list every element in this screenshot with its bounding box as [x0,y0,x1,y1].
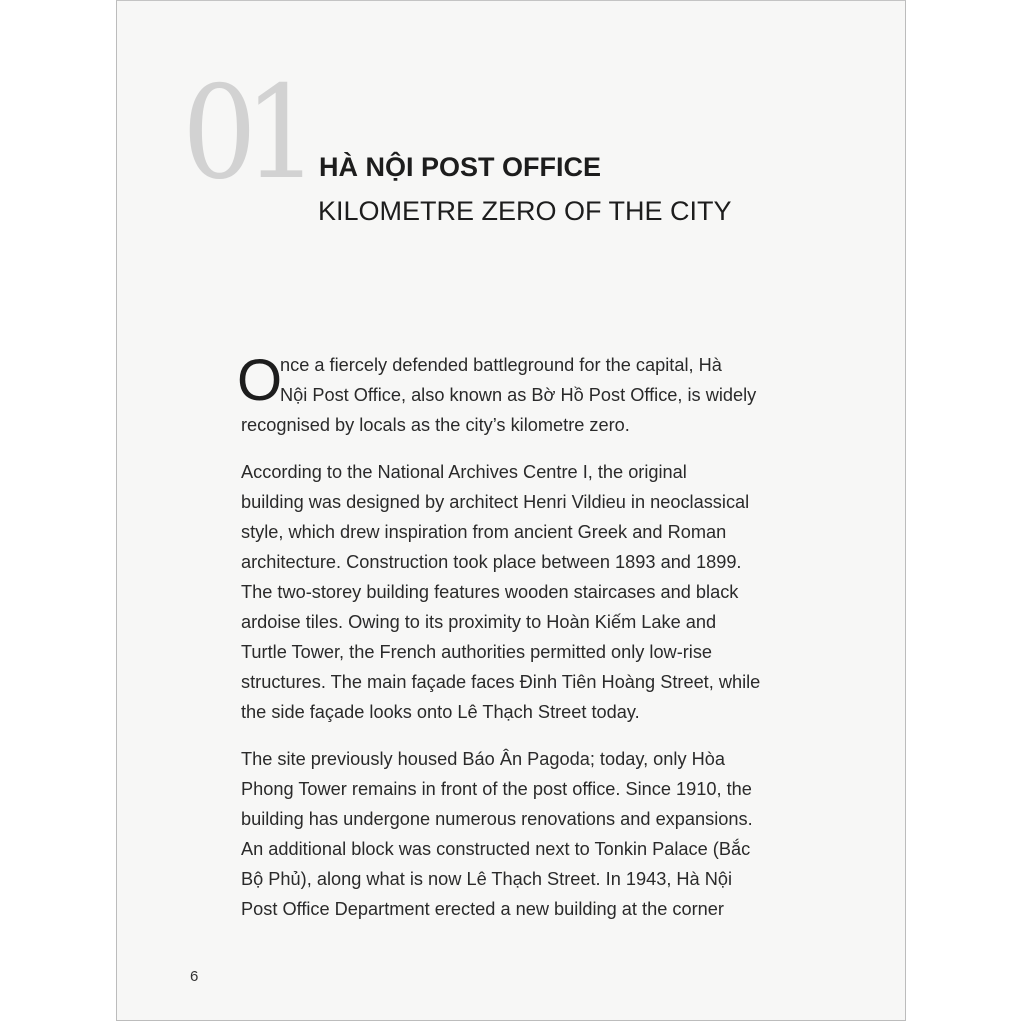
drop-cap: O [237,348,283,413]
text-line: the side façade looks onto Lê Thạch Street today. [241,702,640,722]
text-line: Bộ Phủ), along what is now Lê Thạch Street. In 1943, Hà Nội [241,869,733,889]
paragraph-3 [241,744,801,924]
body-text [237,348,801,941]
text-line: The site previously housed Báo Ân Pagoda; today, only Hòa [241,749,725,769]
text-line: An additional block was constructed next to Tonkin Palace (Bắc [241,839,751,859]
text-line: Post Office Department erected a new building at the corner [241,899,724,919]
text-line: building has undergone numerous renovations and expansions. [241,809,753,829]
text-line: According to the National Archives Centre I, the original [241,462,687,482]
chapter-subtitle: KILOMETRE ZERO OF THE CITY [318,196,732,226]
text-line: architecture. Construction took place between 1893 and 1899. [241,552,742,572]
text-line: structures. The main façade faces Đinh Tiên Hoàng Street, while [241,672,761,692]
text-line: Nội Post Office, also known as Bờ Hồ Post Office, is widely [280,385,757,405]
text-line: Turtle Tower, the French authorities permitted only low-rise [241,642,713,662]
paragraph-1 [237,348,801,440]
chapter-number: 01 [182,59,307,208]
text-line: recognised by locals as the city’s kilometre zero. [241,415,630,435]
paragraph-2 [241,457,801,727]
text-line: nce a fiercely defended battleground for the capital, Hà [280,355,722,375]
text-line: building was designed by architect Henri Vildieu in neoclassical [241,492,750,512]
text-line: style, which drew inspiration from ancient Greek and Roman [241,522,727,542]
page-number: 6 [190,968,199,985]
text-line: Phong Tower remains in front of the post office. Since 1910, the [241,779,752,799]
chapter-title: HÀ NỘI POST OFFICE [319,152,602,182]
text-line: ardoise tiles. Owing to its proximity to Hoàn Kiếm Lake and [241,612,717,632]
text-line: The two-storey building features wooden staircases and black [241,582,739,602]
